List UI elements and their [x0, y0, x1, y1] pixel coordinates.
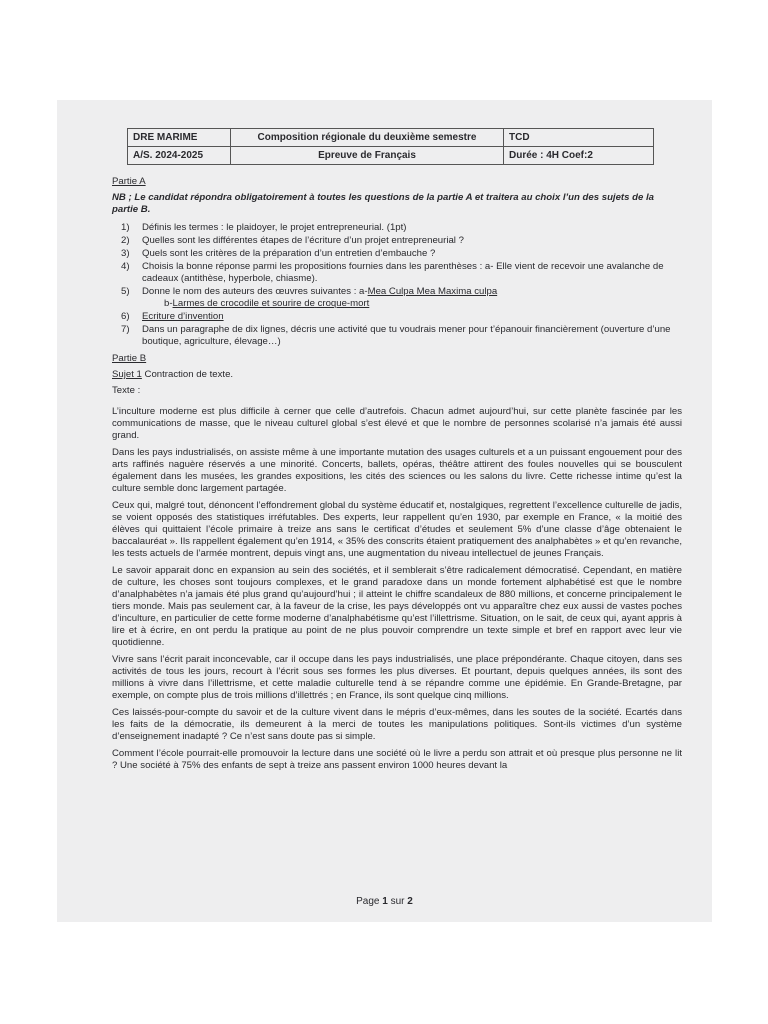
question-number: 5) — [121, 286, 130, 297]
header-school-year: A/S. 2024-2025 — [128, 147, 231, 165]
text-paragraph: Ces laissés-pour-compte du savoir et de la culture vivent dans le mépris d’eux-mêmes, dans les soutes de la société. Ecartés dans les faits de la démocratie, ils demeurent à la merci de toutes les manipulations politiques. Sont-ils victimes d’un système d’enseignement inadapté ? Ce n’est sans doute pas si simple. — [112, 707, 682, 742]
question-item — [112, 222, 682, 234]
part-a-title: Partie A — [112, 176, 146, 187]
header-class: TCD — [504, 129, 654, 147]
question-list — [112, 222, 682, 348]
footer-page-number: 1 — [382, 896, 388, 907]
sujet-line — [112, 369, 682, 381]
question-number: 1) — [121, 222, 130, 233]
question-text: Quelles sont les différentes étapes de l’écriture d’un projet entrepreneurial ? — [142, 235, 464, 246]
texte-label: Texte : — [112, 385, 141, 396]
nb-instruction: NB ; Le candidat répondra obligatoirement à toutes les questions de la partie A et traitera au choix l’un des sujets de la partie B. — [112, 192, 654, 215]
question-item — [112, 235, 682, 247]
question-text: Choisis la bonne réponse parmi les propositions fournies dans les parenthèses : a- Elle vient de recevoir une avalanche de cadeaux (antithèse, hyperbole, chiasme). — [142, 261, 664, 284]
question-text: Donne le nom des auteurs des œuvres suivantes : a- — [142, 286, 368, 297]
header-row — [128, 129, 654, 147]
text-paragraph: Comment l’école pourrait-elle promouvoir la lecture dans une société où le livre a perdu son attrait et où presque plus personne ne lit ? Une société à 75% des enfants de sept à treize ans passent environ 1000 heures devant la — [112, 748, 682, 771]
question-text: Dans un paragraphe de dix lignes, décris une activité que tu voudrais mener pour t’épanouir financièrement (ouverture d’une boutique, agriculture, élevage…) — [142, 324, 671, 347]
question-number: 3) — [121, 248, 130, 259]
header-duration: Durée : 4H Coef:2 — [504, 147, 654, 165]
header-institution: DRE MARIME — [128, 129, 231, 147]
question-text: Ecriture d’invention — [142, 311, 224, 322]
question-text: Quels sont les critères de la préparation d’un entretien d’embauche ? — [142, 248, 436, 259]
exam-content — [112, 176, 682, 777]
footer-page-total: 2 — [407, 896, 413, 907]
question-number: 2) — [121, 235, 130, 246]
text-paragraph: Ceux qui, malgré tout, dénoncent l’effondrement global du système éducatif et, nostalgiques, regrettent l’excellence culturelle de jadis, se voient opposés des statistiques irréfutables. Des experts, leur rappellent qu’en 1930, par exemple en France, « la moitié des élèves qui quittaient l’école primaire à treize ans sans le certificat d’études et seulement 5% d’une classe d’âge obtenaient le baccalauréat ». Ils rappellent également qu’en 1914, « 35% des conscrits étaient pratiquement des analphabètes » et qu’en revanche, les tests actuels de l’armée montrent, depuis vingt ans, une augmentation du niveau intellectuel de jeunes Français. — [112, 500, 682, 559]
text-paragraph: Vivre sans l’écrit parait inconcevable, car il occupe dans les pays industrialisés, une place prépondérante. Chaque citoyen, dans ses activités de tous les jours, recourt à l’écrit sous ses formes les plus diverses. Et pourtant, depuis quelques années, ils sont des millions à vivre dans l’illettrisme, et cette maladie culturelle tend à se répandre comme une épidémie. En Grande-Bretagne, par exemple, on compte plus de trois millions d’illettrés ; en France, ils sont quelque cinq millions. — [112, 654, 682, 701]
footer-of-word: sur — [387, 896, 408, 907]
question-number: 6) — [121, 311, 130, 322]
question-number: 7) — [121, 324, 130, 335]
part-b-title: Partie B — [112, 353, 147, 364]
header-row — [128, 147, 654, 165]
work-title-a: Mea Culpa Mea Maxima culpa — [367, 286, 498, 297]
header-table — [127, 128, 654, 165]
question-item — [112, 324, 682, 348]
question-item — [112, 261, 682, 285]
question-item — [112, 311, 682, 323]
header-exam-title: Composition régionale du deuxième semestre — [231, 129, 504, 147]
work-b-prefix: b- — [164, 298, 173, 309]
sujet-label: Sujet 1 — [112, 369, 142, 380]
sujet-text: Contraction de texte. — [141, 369, 234, 380]
question-item — [112, 248, 682, 260]
question-number: 4) — [121, 261, 130, 272]
question-item — [112, 286, 682, 310]
page-footer — [57, 896, 712, 907]
footer-page-word: Page — [356, 896, 383, 907]
header-subject: Epreuve de Français — [231, 147, 504, 165]
text-paragraph: L’inculture moderne est plus difficile à cerner que celle d’autrefois. Chacun admet aujourd’hui, sur cette planète fascinée par les communications de masse, que le niveau culturel global s’est élevé et que le nombre de personnes scolarisé n’a jamais été aussi grand. — [112, 406, 682, 441]
exam-page — [57, 100, 712, 922]
text-paragraph: Dans les pays industrialisés, on assiste même à une importante mutation des usages culturels et a un puissant engouement pour des arts raffinés naguère réservés a une minorité. Concerts, ballets, opéras, théâtre attirent des foules nouvelles qui se bousculent également dans les musées, les grandes expositions, les cités des sciences ou les salons du livre. Cette richesse intime qu’est la culture semble donc largement partagée. — [112, 447, 682, 494]
question-text: Définis les termes : le plaidoyer, le projet entrepreneurial. (1pt) — [142, 222, 407, 233]
work-title-b: Larmes de crocodile et sourire de croque-mort — [172, 298, 370, 309]
text-paragraph: Le savoir apparait donc en expansion au sein des sociétés, et il semblerait s’être radicalement démocratisé. Cependant, en matière de culture, les choses sont toujours complexes, et le grand paradoxe dans un monde fortement alphabétisé est que le nombre d’analphabètes n’a jamais été plus grand qu’aujourd’hui ; il atteint le chiffre scandaleux de 880 millions, et concerne principalement le tiers monde. Mais pas seulement car, à la faveur de la crise, les pays développés ont vu apparaître chez eux aussi de vastes poches d’inculture, en particulier de cette forme moderne d’analphabétisme qu’est l’illettrisme. Situation, on le sait, de ceux qui, ayant appris à lire et à écrire, en ont perdu la pratique au point de ne plus pouvoir comprendre un texte simple et bref en rapport avec leur vie quotidienne. — [112, 565, 682, 648]
